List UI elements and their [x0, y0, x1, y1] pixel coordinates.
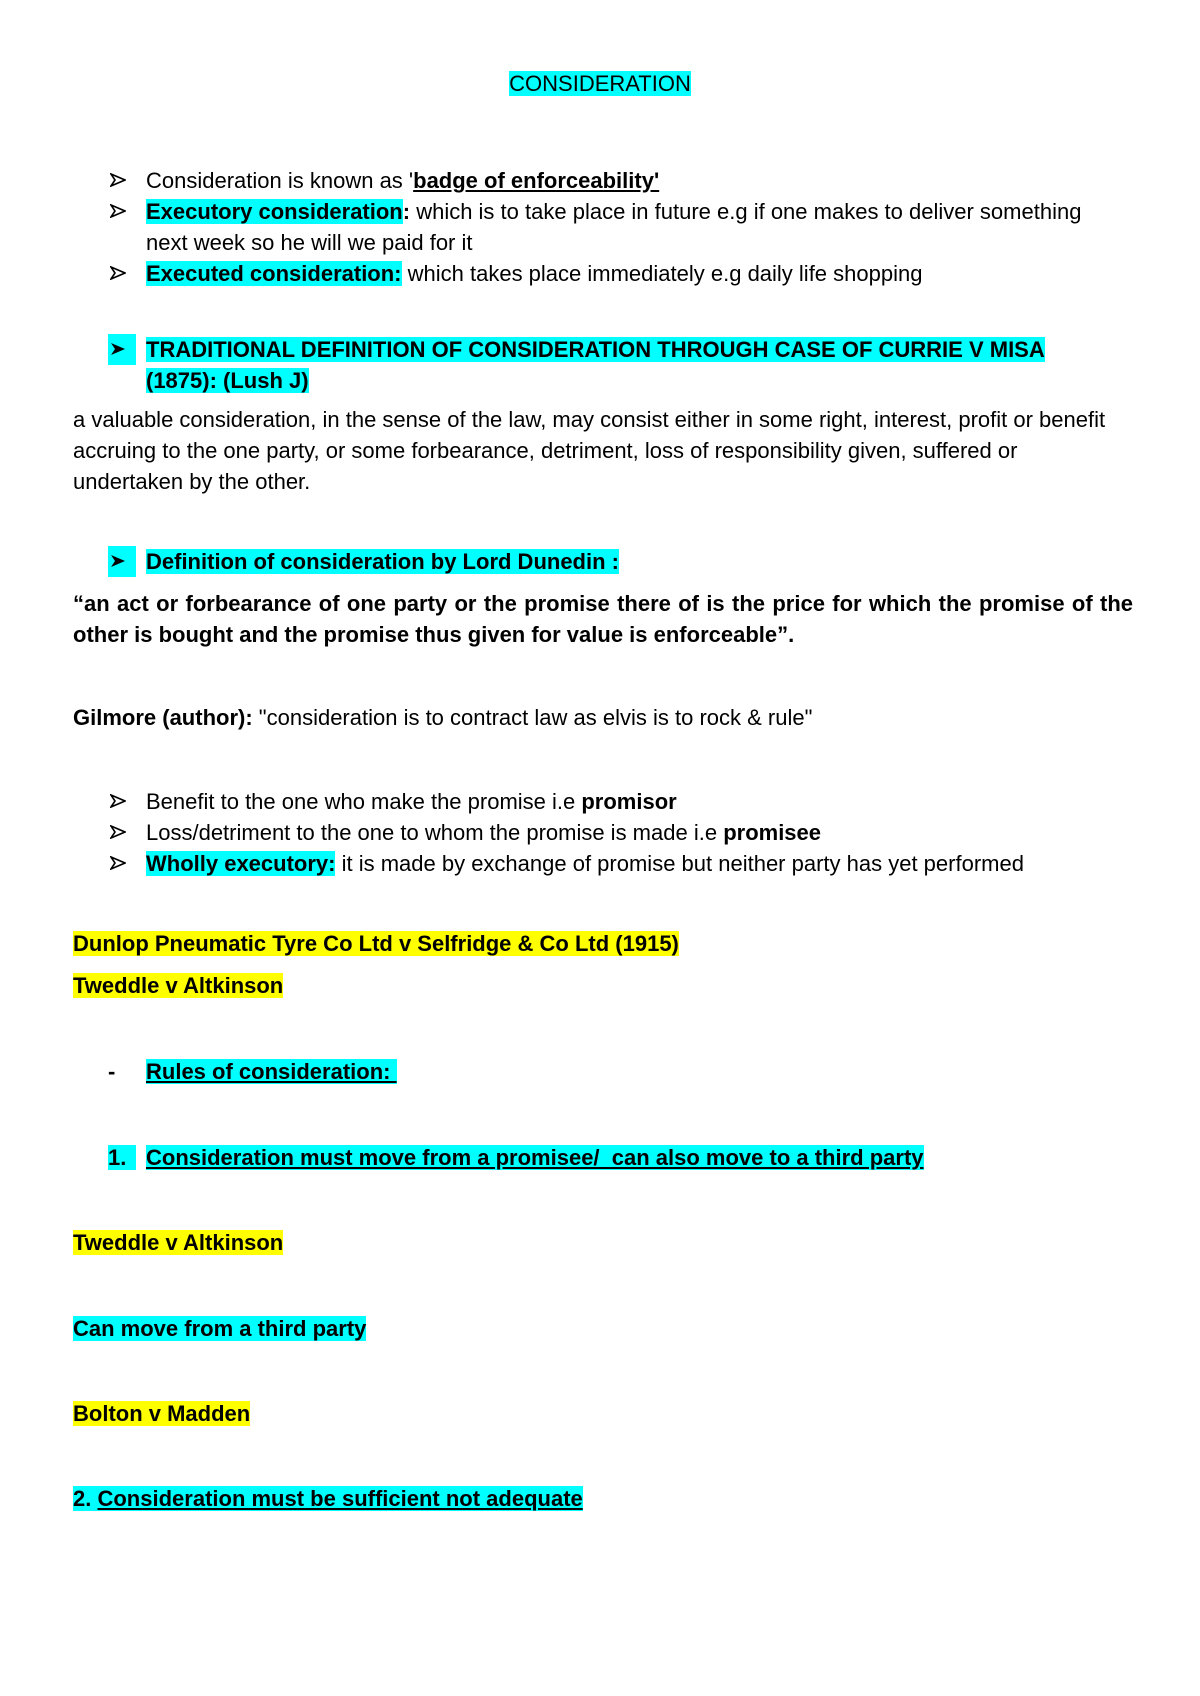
dunedin-quote: “an act or forbearance of one party or the promise there of is the price for which the promise of the other is bought and the promise thus given for value is enforceable”.	[73, 591, 1133, 647]
page-title: CONSIDERATION	[509, 71, 691, 96]
arrowhead-bullet-icon	[108, 334, 136, 365]
rule-1-number: 1.	[108, 1142, 136, 1173]
list-item: Executory consideration: which is to take place in future e.g if one makes to deliver something next week so he will we paid for it	[108, 196, 1108, 258]
list-item: Benefit to the one who make the promise i.e promisor	[108, 786, 1168, 817]
case-tweddle-2: Tweddle v Altkinson	[73, 1230, 284, 1255]
intro-bullet-list	[108, 165, 1108, 289]
dunedin-heading: Definition of consideration by Lord Dunedin :	[146, 549, 619, 574]
traditional-heading: TRADITIONAL DEFINITION OF CONSIDERATION THROUGH CASE OF CURRIE V MISA (1875): (Lush J)	[146, 337, 1045, 393]
arrowhead-bullet-icon	[108, 848, 136, 879]
benefit-bullet-list	[108, 786, 1168, 879]
list-item: Consideration is known as 'badge of enforceability'	[108, 165, 1108, 196]
arrowhead-bullet-icon	[108, 786, 136, 817]
dunedin-heading-list	[108, 546, 1108, 577]
third-party-note: Can move from a third party	[73, 1316, 367, 1341]
arrowhead-bullet-icon	[108, 546, 136, 577]
arrowhead-bullet-icon	[108, 165, 136, 196]
list-item	[108, 334, 1108, 396]
rule-2: 2. Consideration must be sufficient not adequate	[73, 1486, 583, 1511]
gilmore-quote: Gilmore (author): "consideration is to contract law as elvis is to rock & rule"	[73, 705, 813, 730]
case-dunlop: Dunlop Pneumatic Tyre Co Ltd v Selfridge & Co Ltd (1915)	[73, 931, 679, 956]
list-item	[108, 546, 1108, 577]
traditional-definition-text: a valuable consideration, in the sense of the law, may consist either in some right, interest, profit or benefit accruing to the one party, or some forbearance, detriment, loss of responsibility given, suffered or undertaken by the other.	[73, 407, 1106, 494]
rules-dash: -	[108, 1059, 116, 1084]
arrowhead-bullet-icon	[108, 258, 136, 289]
list-item: Loss/detriment to the one to whom the promise is made i.e promisee	[108, 817, 1168, 848]
list-item: Wholly executory: it is made by exchange of promise but neither party has yet performed	[108, 848, 1168, 879]
arrowhead-bullet-icon	[108, 196, 136, 227]
rule-1: Consideration must move from a promisee/ can also move to a third party	[146, 1145, 924, 1170]
case-bolton: Bolton v Madden	[73, 1401, 251, 1426]
arrowhead-bullet-icon	[108, 817, 136, 848]
rules-heading: Rules of consideration:	[146, 1059, 397, 1084]
case-tweddle: Tweddle v Altkinson	[73, 973, 284, 998]
traditional-heading-list	[108, 334, 1108, 396]
list-item: Executed consideration: which takes place immediately e.g daily life shopping	[108, 258, 1108, 289]
